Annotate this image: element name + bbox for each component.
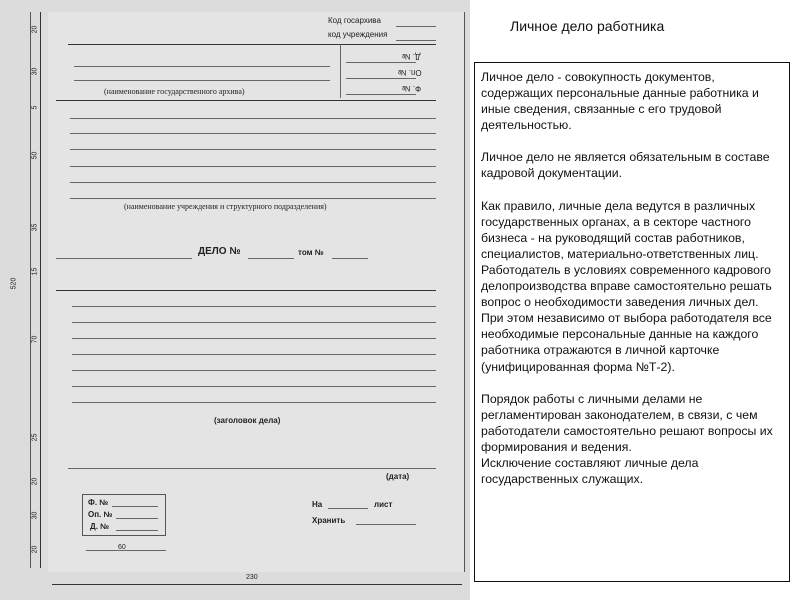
paragraph-optional: Личное дело не является обязательным в составе кадровой документации. <box>481 150 770 181</box>
heading-line-6 <box>72 386 436 387</box>
paragraph-practice: Как правило, личные дела ведутся в различных государственных органах, а в секторе частного бизнеса - на руководящий состав работников, специалистов, материально-ответственных лиц. Работодатель в условиях современного кадрового делопроизводства вправе самостоятельно решать вопрос о необходимости заведения личных дел. При этом независимо от выбора работодателя все необходимые персональные данные на каждого работника отражаются в личной карточке (унифицированная форма №Т-2). <box>481 198 772 374</box>
paragraph-procedure: Порядок работы с личными делами не регламентирован законодателем, в связи, с чем работодатели самостоятельно решают вопросы их формирования и ведения. <box>481 391 773 454</box>
institution-code-label: код учреждения <box>328 30 388 39</box>
heading-line-2 <box>72 322 436 323</box>
volume-label: том № <box>298 248 324 257</box>
volume-line <box>332 258 368 259</box>
archive-line-1 <box>74 66 330 67</box>
institution-caption: (наименование учреждения и структурного подразделения) <box>124 202 327 211</box>
dim-520: 520 <box>10 277 18 290</box>
case-rule-left <box>56 258 192 259</box>
inst-line-3 <box>70 149 436 150</box>
store-label: Хранить <box>312 516 346 525</box>
heading-line-3 <box>72 338 436 339</box>
paragraph-definition: Личное дело - совокупность документов, содержащих персональные данные работника и иные сведения, связанные с его трудовой деятельностью. <box>481 70 759 133</box>
dim-60-line <box>86 550 166 551</box>
mark-line-1 <box>346 62 416 63</box>
dim-50: 50 <box>31 151 39 160</box>
fund-line-f <box>112 506 158 507</box>
definition-textbox <box>474 62 790 582</box>
date-caption: (дата) <box>386 472 410 481</box>
fund-label-op: Оп. № <box>88 510 113 519</box>
archive-code-label: Код госархива <box>328 16 381 25</box>
fund-line-d <box>116 530 158 531</box>
mark-line-3 <box>346 94 416 95</box>
mark-op: Оп. № <box>398 68 422 77</box>
form-sheet <box>48 12 465 572</box>
heading-line-5 <box>72 370 436 371</box>
dim-60: 60 <box>118 544 126 551</box>
heading-line-1 <box>72 306 436 307</box>
inst-line-4 <box>70 166 436 167</box>
dim-25: 25 <box>31 433 39 442</box>
fund-label-f: Ф. № <box>88 498 109 507</box>
archive-line-2 <box>74 80 330 81</box>
fund-line-op <box>116 518 158 519</box>
dimension-ruler <box>40 12 41 568</box>
mark-d: Д. № <box>402 52 421 61</box>
sheets-word: лист <box>374 500 393 509</box>
panel-title: Личное дело работника <box>510 18 665 34</box>
dim-20-top: 20 <box>31 25 39 34</box>
section-rule-2 <box>56 290 436 291</box>
paragraph-exception: Исключение составляют личные дела государственных служащих. <box>481 455 699 487</box>
dim-30-top: 30 <box>31 67 39 76</box>
marks-divider <box>340 44 341 98</box>
mark-f: Ф. № <box>402 84 422 93</box>
dim-20-mid: 20 <box>31 477 39 486</box>
inst-line-2 <box>70 133 436 134</box>
institution-code-line <box>396 40 436 41</box>
archive-code-line <box>396 26 436 27</box>
dim-15: 15 <box>31 267 39 276</box>
store-line <box>356 524 416 525</box>
mark-line-2 <box>346 78 416 79</box>
dim-230: 230 <box>246 574 258 581</box>
inst-line-5 <box>70 182 436 183</box>
fund-label-d: Д. № <box>90 522 110 531</box>
archive-caption: (наименование государственного архива) <box>104 87 245 96</box>
case-number-label: ДЕЛО № <box>198 246 241 257</box>
heading-caption: (заголовок дела) <box>214 416 281 425</box>
dim-70: 70 <box>31 335 39 344</box>
heading-line-7 <box>72 402 436 403</box>
inst-line-6 <box>70 198 436 199</box>
case-number-line <box>248 258 294 259</box>
dim-30-bottom: 30 <box>31 511 39 520</box>
dim-35: 35 <box>31 223 39 232</box>
sheets-count-line <box>328 508 368 509</box>
date-rule <box>68 468 436 469</box>
sheets-on-label: На <box>312 500 323 509</box>
section-rule-1 <box>56 100 436 101</box>
dim-230-line <box>52 584 462 585</box>
inst-line-1 <box>70 118 436 119</box>
dim-5: 5 <box>31 105 39 110</box>
dim-20-bottom: 20 <box>31 545 39 554</box>
top-rule <box>68 44 436 45</box>
heading-line-4 <box>72 354 436 355</box>
